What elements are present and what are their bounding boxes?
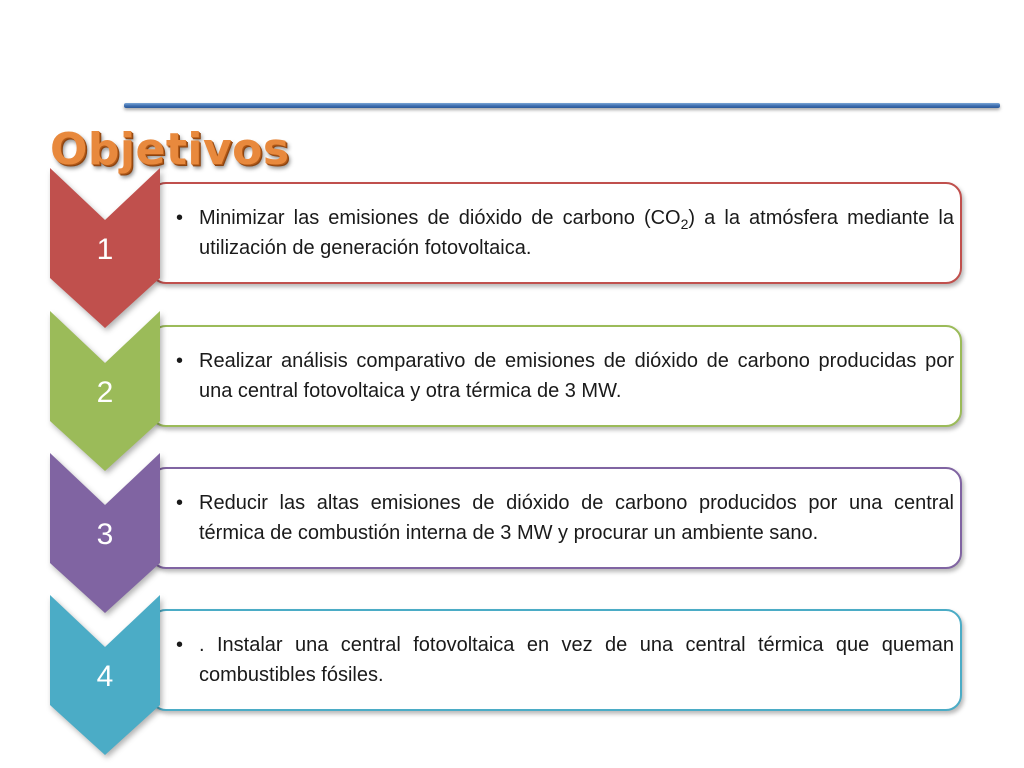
objective-panel-1	[150, 182, 962, 284]
step-number-2: 2	[96, 376, 114, 409]
bullet-marker: •	[176, 634, 184, 656]
objective-text-3: Reducir las altas emisiones de dióxido de carbono producidos por una central térmica de combustión interna de 3 MW y procurar un ambiente sano.	[199, 492, 954, 544]
objective-bullet-2	[176, 346, 954, 406]
step-number-3: 3	[96, 518, 114, 551]
bullet-marker: •	[176, 492, 184, 514]
title-underline	[124, 103, 1000, 108]
objective-bullet-3	[176, 488, 954, 548]
objective-text-2: Realizar análisis comparativo de emisiones de dióxido de carbono producidas por una central fotovoltaica y otra térmica de 3 MW.	[199, 350, 954, 402]
bullet-marker: •	[176, 207, 184, 229]
step-number-1: 1	[96, 233, 114, 266]
objective-text-1-part-b: ) a la atmósfera mediante la utilización de generación fotovoltaica.	[199, 207, 954, 259]
objective-text-1	[199, 203, 954, 263]
objective-panel-2	[150, 325, 962, 427]
objective-text-1-part-a: Minimizar las emisiones de dióxido de carbono (CO	[199, 207, 681, 229]
objective-panel-3	[150, 467, 962, 569]
objective-panel-4	[150, 609, 962, 711]
objective-bullet-4	[176, 630, 954, 690]
objective-step-4	[0, 609, 1024, 768]
co2-subscript: 2	[680, 216, 689, 232]
slide-title: Objetivos	[50, 124, 290, 175]
objective-bullet-1	[176, 203, 954, 263]
objective-text-4: . Instalar una central fotovoltaica en vez de una central térmica que queman combustibles fósiles.	[199, 634, 954, 686]
bullet-marker: •	[176, 350, 184, 372]
step-number-4: 4	[96, 660, 114, 693]
